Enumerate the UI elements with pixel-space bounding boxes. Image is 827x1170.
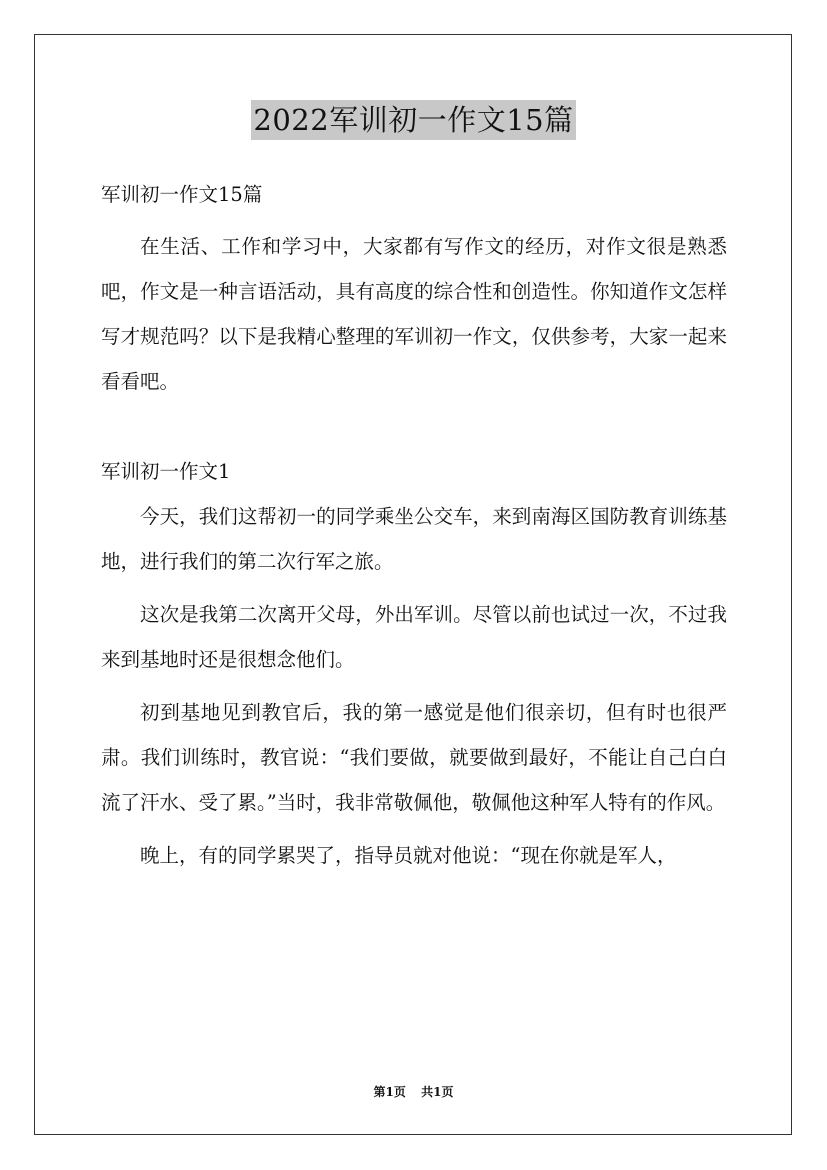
section-heading: 军训初一作文1 — [101, 460, 231, 483]
page-total: 共1页 — [421, 1085, 454, 1099]
page-footer — [0, 1083, 827, 1101]
body-paragraph: 初到基地见到教官后，我的第一感觉是他们很亲切，但有时也很严肃。我们训练时，教官说：“我们要做，就要做到最好，不能让自己白白流了汗水、受了累。”当时，我非常敬佩他，敬佩他这种军人特有的作风。 — [101, 701, 727, 814]
document-subtitle: 军训初一作文15篇 — [101, 183, 263, 206]
document-body — [101, 172, 727, 878]
body-paragraph: 今天，我们这帮初一的同学乘坐公交车，来到南海区国防教育训练基地，进行我们的第二次行军之旅。 — [101, 505, 727, 573]
footer-spacer — [410, 1085, 418, 1099]
title-wrap — [0, 100, 827, 140]
document-title: 2022军训初一作文15篇 — [251, 100, 575, 140]
body-paragraph: 晚上，有的同学累哭了，指导员就对他说：“现在你就是军人， — [140, 844, 677, 867]
intro-paragraph: 在生活、工作和学习中，大家都有写作文的经历，对作文很是熟悉吧，作文是一种言语活动，具有高度的综合性和创造性。你知道作文怎样写才规范吗？以下是我精心整理的军训初一作文，仅供参考，大家一起来看看吧。 — [101, 235, 727, 393]
page-number: 第1页 — [373, 1085, 406, 1099]
body-paragraph: 这次是我第二次离开父母，外出军训。尽管以前也试过一次，不过我来到基地时还是很想念他们。 — [101, 603, 727, 671]
